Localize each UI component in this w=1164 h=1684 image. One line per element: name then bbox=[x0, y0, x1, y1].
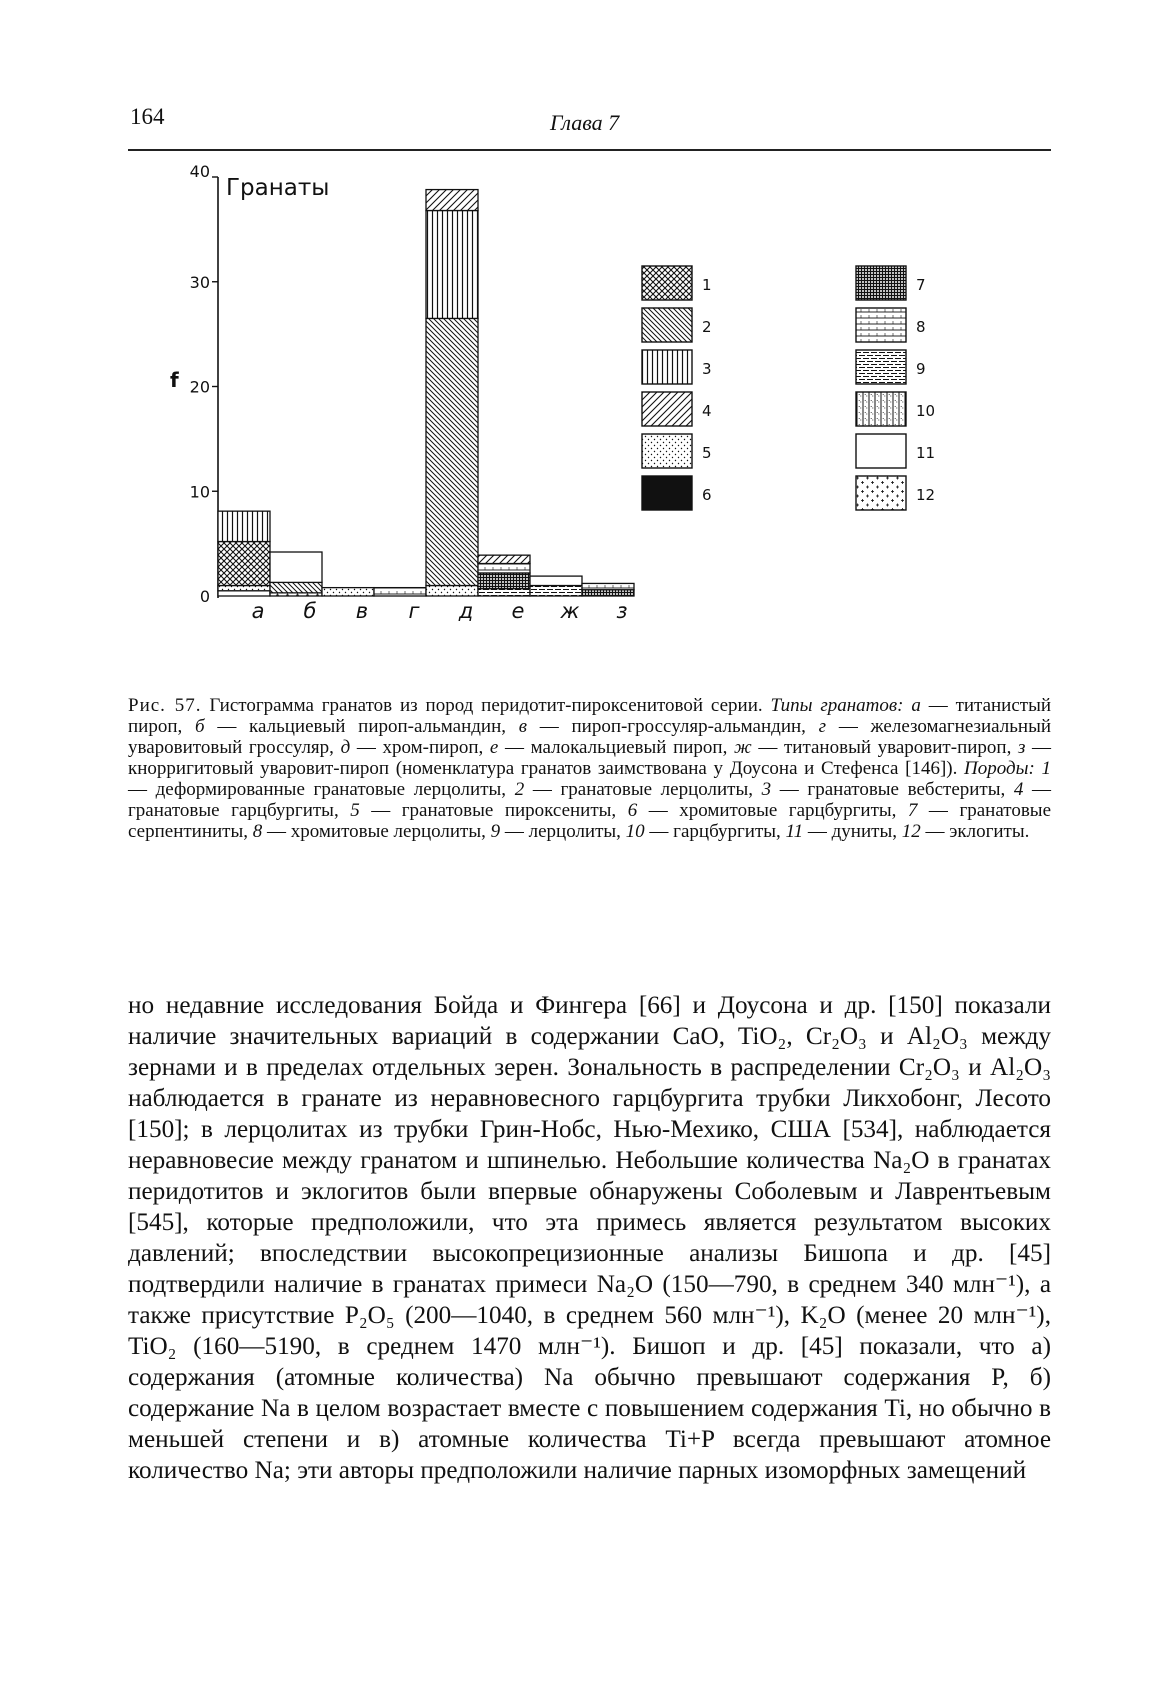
rock-type-text: — хромитовые лерцолиты, bbox=[262, 821, 486, 842]
legend-label: 8 bbox=[916, 318, 926, 336]
legend-label: 12 bbox=[916, 486, 936, 504]
legend-swatch-2 bbox=[642, 308, 692, 342]
legend-label: 2 bbox=[702, 318, 712, 336]
rock-type-key: 12 bbox=[901, 821, 921, 842]
y-axis-symbol: f bbox=[170, 368, 179, 392]
rocks-heading: Породы: bbox=[964, 758, 1035, 779]
y-tick-label: 0 bbox=[199, 587, 210, 606]
rock-type-key: 11 bbox=[785, 821, 804, 842]
rock-type-key: 5 bbox=[350, 800, 360, 821]
page-number: 164 bbox=[130, 104, 165, 129]
bar-segment-ж-rock-11 bbox=[530, 576, 582, 585]
header-rule bbox=[128, 149, 1051, 151]
bar-segment-е-rock-4 bbox=[478, 555, 530, 563]
bar-segment-а-rock-3 bbox=[218, 511, 270, 541]
category-label: б bbox=[303, 599, 317, 623]
garnet-type-text: — кнорригитовый уваровит-пироп (номенклатура гранатов заимствована у Доусона и Стефенса [146]). bbox=[128, 737, 1052, 779]
category-label: а bbox=[251, 599, 265, 623]
bar-segment-а-rock-5 bbox=[218, 586, 270, 591]
rock-type-text: — гранатовые серпентиниты, bbox=[128, 800, 1052, 842]
bar-segment-г-rock-8 bbox=[374, 588, 426, 596]
category-label: д bbox=[458, 599, 474, 623]
garnet-type-key: б bbox=[195, 716, 205, 737]
garnet-type-key: а bbox=[911, 695, 921, 716]
bar-segment-в-rock-5 bbox=[322, 588, 374, 596]
y-tick-label: 40 bbox=[189, 165, 210, 181]
rock-type-text: — эклогиты. bbox=[920, 821, 1030, 842]
bar-segment-д-rock-5 bbox=[426, 586, 478, 596]
garnet-type-text: — титановый уваровит-пироп, bbox=[751, 737, 1012, 758]
legend-swatch-4 bbox=[642, 392, 692, 426]
bar-segment-е-rock-7 bbox=[478, 573, 530, 589]
rock-type-key: 6 bbox=[627, 800, 638, 821]
rock-type-key: 8 bbox=[252, 821, 263, 842]
figure-label: Рис. 57. bbox=[128, 695, 202, 716]
legend-swatch-9 bbox=[856, 350, 906, 384]
rock-type-key: 4 bbox=[1013, 779, 1024, 800]
garnet-type-key: в bbox=[518, 716, 527, 737]
garnet-type-key: д bbox=[340, 737, 351, 758]
legend-swatch-12 bbox=[856, 476, 906, 510]
rock-type-text: — деформированные гранатовые лерцолиты, bbox=[128, 779, 507, 800]
y-tick-label: 10 bbox=[189, 482, 210, 502]
legend-label: 10 bbox=[916, 402, 936, 420]
bar-segment-а-rock-11 bbox=[218, 591, 270, 596]
rock-type-text: — лерцолиты, bbox=[500, 821, 621, 842]
bar-segment-е-rock-8 bbox=[478, 564, 530, 573]
y-tick-label: 20 bbox=[189, 377, 210, 397]
category-label: в bbox=[355, 599, 369, 623]
body-paragraph: но недавние исследования Бойда и Фингера [66] и Доусона и др. [150] показали наличие значительных вариаций в содержании CaO, TiO₂, Cr₂O₃ и Al₂O₃ между зернами и в пределах отдельных зерен. Зональность в распределении Cr₂O₃ и Al₂O₃ наблюдается в гранате из неравновесного гарцбургита трубки Ликхобонг, Лесото [150]; в лерцолитах из трубки Грин-Нобс, Нью-Мехико, США [534], наблюдается неравновесие между гранатом и шпинелью. Небольшие количества Na₂O в гранатах перидотитов и эклогитов были впервые обнаружены Соболевым и Лаврентьевым [545], которые предположили, что эта примесь является результатом высоких давлений; впоследствии высокопрецизионные анализы Бишопа и др. [45] подтвердили наличие в гранатах примеси Na₂O (150—790, в среднем 340 млн⁻¹), а также присутствие P₂O₅ (200—1040, в среднем 560 млн⁻¹), K₂O (менее 20 млн⁻¹), TiO₂ (160—5190, в среднем 1470 млн⁻¹). Бишоп и др. [45] показали, что а) содержания (атомные количества) Na обычно превышают содержания P, б) содержание Na в целом возрастает вместе с повышением содержания Ti, но обычно в меньшей степени и в) атомные количества Ti+P всегда превышают атомное количество Na; эти авторы предположили наличие парных изоморфных замещений bbox=[128, 992, 1051, 1484]
garnet-type-key: з bbox=[1017, 737, 1026, 758]
category-label: з bbox=[616, 599, 628, 623]
figure-caption bbox=[128, 695, 1051, 842]
figure-title: Гистограмма гранатов из пород перидотит-пироксенитовой серии. bbox=[201, 695, 771, 716]
rock-type-text: — гранатовые вебстериты, bbox=[771, 779, 1006, 800]
bar-segment-д-rock-2 bbox=[426, 318, 478, 585]
legend-label: 5 bbox=[702, 444, 712, 462]
bar-segment-а-rock-1 bbox=[218, 542, 270, 586]
rock-type-text: — гарцбургиты, bbox=[644, 821, 781, 842]
category-label: ж bbox=[560, 599, 580, 623]
running-head: Глава 7 bbox=[550, 110, 620, 135]
bar-segment-д-rock-4 bbox=[426, 190, 478, 211]
rock-type-key: 10 bbox=[625, 821, 645, 842]
legend-swatch-10 bbox=[856, 392, 906, 426]
legend-swatch-7 bbox=[856, 266, 906, 300]
rock-type-key: 9 bbox=[490, 821, 501, 842]
category-label: е bbox=[511, 599, 525, 623]
legend-label: 6 bbox=[702, 486, 712, 504]
garnet-type-key: г bbox=[818, 716, 827, 737]
legend-swatch-3 bbox=[642, 350, 692, 384]
bar-segment-д-rock-3 bbox=[426, 211, 478, 319]
legend-swatch-5 bbox=[642, 434, 692, 468]
garnet-type-text: — малокальциевый пироп, bbox=[498, 737, 728, 758]
y-tick-label: 30 bbox=[189, 272, 210, 292]
legend-label: 7 bbox=[916, 276, 926, 294]
rock-type-text: — гранатовые гарцбургиты, bbox=[128, 779, 1052, 821]
y-axis-title: Гранаты bbox=[226, 175, 330, 201]
garnet-type-text: — хром-пироп, bbox=[350, 737, 484, 758]
legend-label: 4 bbox=[702, 402, 712, 420]
rock-type-text: — гранатовые лерцолиты, bbox=[524, 779, 753, 800]
rock-type-text: — гранатовые пироксениты, bbox=[359, 800, 617, 821]
body-text bbox=[128, 990, 1051, 1486]
legend-swatch-11 bbox=[856, 434, 906, 468]
garnet-type-text: — кальциевый пироп-альмандин, bbox=[204, 716, 506, 737]
legend-label: 1 bbox=[702, 276, 712, 294]
garnet-type-key: е bbox=[489, 737, 499, 758]
legend-swatch-8 bbox=[856, 308, 906, 342]
category-label: г bbox=[408, 599, 420, 623]
bar-segment-ж-rock-9 bbox=[530, 586, 582, 596]
rock-type-key: 3 bbox=[761, 779, 772, 800]
legend-label: 11 bbox=[916, 444, 936, 462]
bar-segment-е-rock-9 bbox=[478, 589, 530, 596]
rock-type-key: 2 bbox=[514, 779, 525, 800]
garnet-type-text: — железомагнезиальный уваровитовый гроссуляр, bbox=[128, 716, 1052, 758]
bar-segment-б-rock-11 bbox=[270, 552, 322, 582]
legend-label: 9 bbox=[916, 360, 926, 378]
legend-swatch-1 bbox=[642, 266, 692, 300]
legend-label: 3 bbox=[702, 360, 712, 378]
rock-type-text: — хромитовые гарцбургиты, bbox=[637, 800, 897, 821]
garnet-type-key: ж bbox=[734, 737, 752, 758]
garnet-types-heading: Типы гранатов: bbox=[770, 695, 904, 716]
rock-type-text: — дуниты, bbox=[803, 821, 897, 842]
rock-type-key: 7 bbox=[907, 800, 918, 821]
bar-segment-з-rock-8 bbox=[582, 583, 634, 589]
bar-segment-б-rock-2 bbox=[270, 582, 322, 592]
legend-swatch-6 bbox=[642, 476, 692, 510]
bar-segment-з-rock-7 bbox=[582, 590, 634, 596]
garnet-histogram bbox=[170, 165, 1050, 685]
garnet-type-text: — пироп-гроссуляр-альмандин, bbox=[527, 716, 806, 737]
rock-type-key: 1 bbox=[1041, 758, 1052, 779]
garnet-type-text: — титанистый пироп, bbox=[128, 695, 1052, 737]
